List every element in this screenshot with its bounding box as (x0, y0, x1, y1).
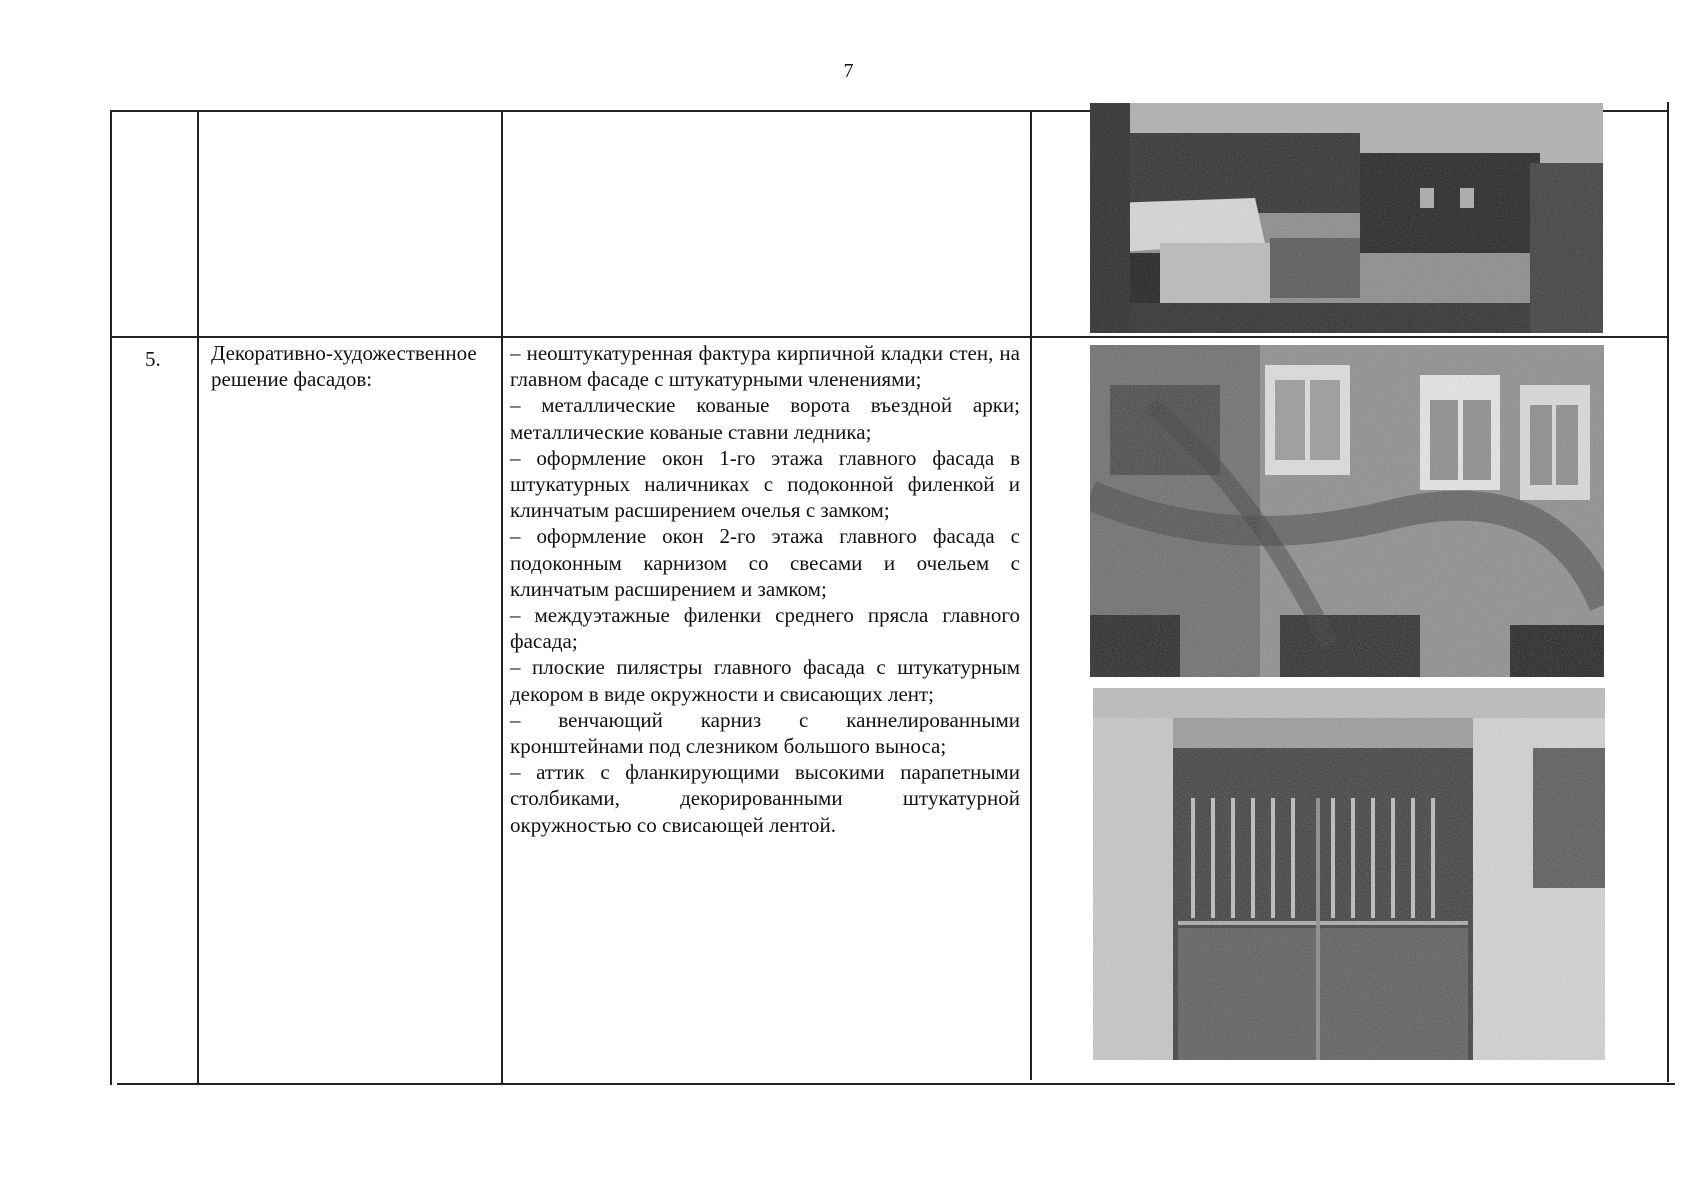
description-item: – плоские пилястры главного фасада с штукатурным декором в виде окружности и свисающих лент; (510, 655, 1020, 706)
description-item: – металлические кованые ворота въездной арки; металлические кованые ставни ледника; (510, 393, 1020, 444)
building-courtyard-photo (1090, 103, 1603, 333)
description-item: – аттик с фланкирующими высокими парапетными столбиками, декорированными штукатурной окружностью со свисающей лентой. (510, 760, 1020, 837)
element-name: Декоративно-художественное решение фасадов: (211, 341, 477, 392)
col-border-2 (501, 110, 503, 1085)
description-item: – неоштукатуренная фактура кирпичной кладки стен, на главном фасаде с штукатурными членениями; (510, 341, 1020, 392)
page-number: 7 (843, 60, 854, 82)
description-item: – междуэтажные филенки среднего прясла главного фасада; (510, 603, 1020, 654)
row-divider (110, 336, 1669, 338)
description-item: – оформление окон 1-го этажа главного фасада в штукатурных наличниках с подоконной филенкой и клинчатым расширением очелья с замком; (510, 445, 1020, 523)
col-border-4 (1667, 102, 1669, 1082)
element-description (510, 340, 1020, 838)
table-bottom-border (117, 1083, 1675, 1085)
col-border-1 (197, 110, 199, 1085)
row-number: 5. (145, 347, 161, 371)
wrought-iron-gate-photo (1093, 688, 1605, 1060)
col-border-3 (1030, 110, 1032, 1080)
facade-windows-photo (1090, 345, 1604, 677)
description-item: – оформление окон 2-го этажа главного фасада с подоконным карнизом со свесами и очельем с клинчатым расширением и замком; (510, 524, 1020, 601)
description-item: – венчающий карниз с каннелированными кронштейнами под слезником большого выноса; (510, 707, 1020, 759)
col-border-0 (110, 110, 112, 1085)
